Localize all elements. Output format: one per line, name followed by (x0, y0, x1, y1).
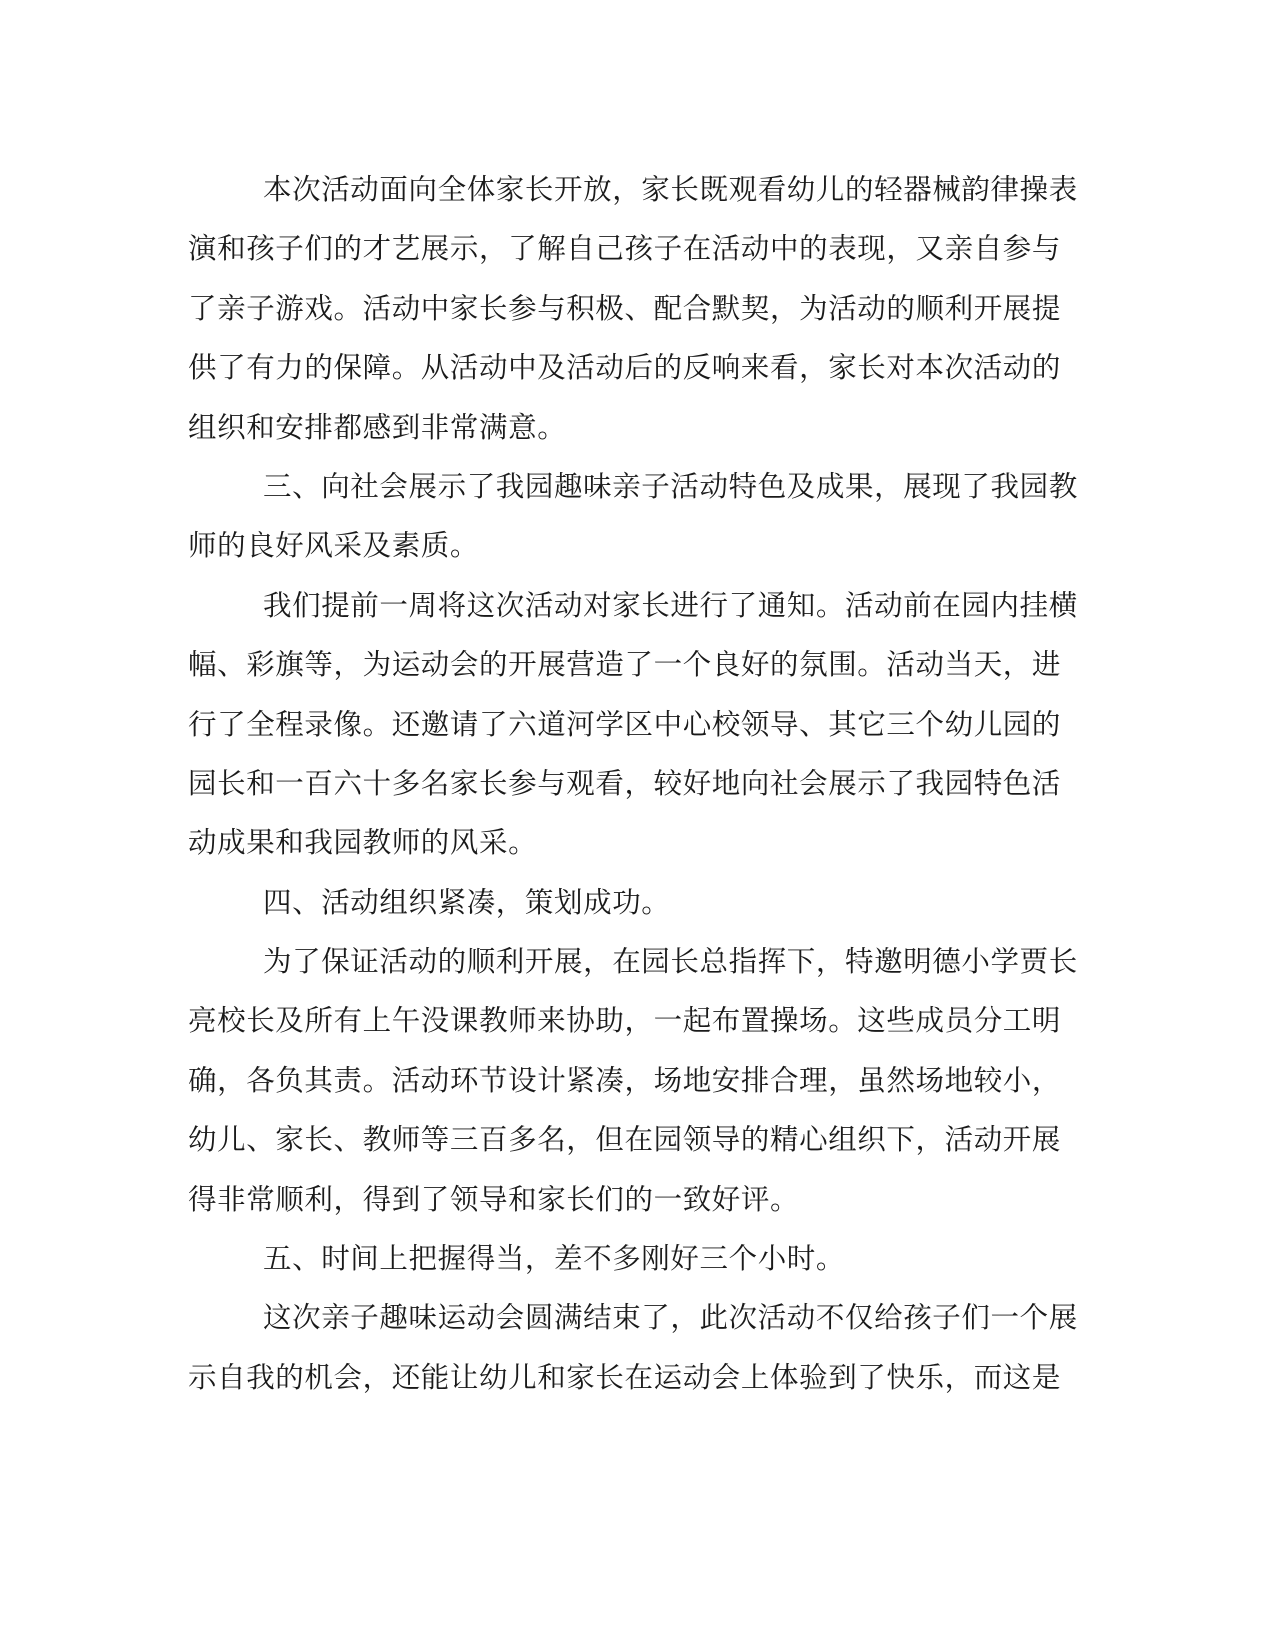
paragraph-line: 组织和安排都感到非常满意。 (188, 410, 567, 444)
paragraph-line: 演和孩子们的才艺展示，了解自己孩子在活动中的表现，又亲自参与 (188, 232, 1062, 266)
section-heading-line: 三、向社会展示了我园趣味亲子活动特色及成果，展现了我园教 (263, 469, 1078, 503)
paragraph-line: 确，各负其责。活动环节设计紧凑，场地安排合理，虽然场地较小， (188, 1063, 1062, 1097)
section-heading-line: 四、活动组织紧凑，策划成功。 (263, 885, 671, 919)
section-heading-line: 师的良好风采及素质。 (188, 529, 480, 563)
paragraph-line: 这次亲子趣味运动会圆满结束了，此次活动不仅给孩子们一个展 (263, 1301, 1078, 1335)
section-heading-line: 五、时间上把握得当，差不多刚好三个小时。 (263, 1242, 846, 1276)
paragraph-line: 亮校长及所有上午没课教师来协助，一起布置操场。这些成员分工明 (188, 1004, 1062, 1038)
paragraph-line: 行了全程录像。还邀请了六道河学区中心校领导、其它三个幼儿园的 (188, 707, 1062, 741)
document-body (188, 160, 1078, 1407)
paragraph-line: 幼儿、家长、教师等三百多名，但在园领导的精心组织下，活动开展 (188, 1123, 1062, 1157)
paragraph-line: 得非常顺利，得到了领导和家长们的一致好评。 (188, 1182, 800, 1216)
paragraph-line: 园长和一百六十多名家长参与观看，较好地向社会展示了我园特色活 (188, 766, 1062, 800)
paragraph-line: 供了有力的保障。从活动中及活动后的反响来看，家长对本次活动的 (188, 351, 1062, 385)
paragraph-line: 本次活动面向全体家长开放，家长既观看幼儿的轻器械韵律操表 (263, 173, 1078, 206)
paragraph-line: 幅、彩旗等，为运动会的开展营造了一个良好的氛围。活动当天，进 (188, 648, 1062, 682)
paragraph-line: 动成果和我园教师的风采。 (188, 826, 538, 860)
paragraph-line: 了亲子游戏。活动中家长参与积极、配合默契，为活动的顺利开展提 (188, 291, 1062, 325)
paragraph-line: 为了保证活动的顺利开展，在园长总指挥下，特邀明德小学贾长 (263, 945, 1078, 979)
paragraph-line: 我们提前一周将这次活动对家长进行了通知。活动前在园内挂横 (263, 588, 1078, 622)
paragraph-line: 示自我的机会，还能让幼儿和家长在运动会上体验到了快乐，而这是 (188, 1360, 1062, 1394)
